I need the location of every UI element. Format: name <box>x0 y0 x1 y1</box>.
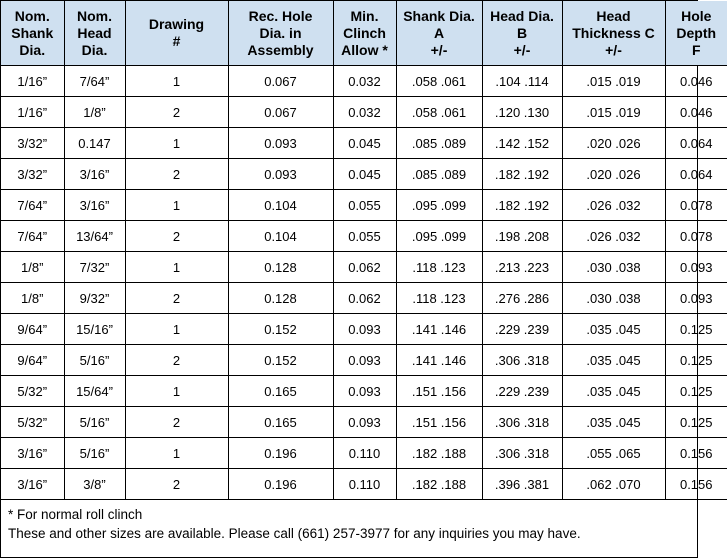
table-cell: 3/32” <box>1 128 64 159</box>
table-cell: .058 .061 <box>396 66 482 97</box>
column-header <box>482 1 562 66</box>
table-cell: 0.055 <box>333 221 396 252</box>
table-cell: 9/32” <box>64 283 125 314</box>
table-cell: 0.152 <box>228 345 333 376</box>
table-cell: 1 <box>125 66 228 97</box>
table-cell: 9/64” <box>1 345 64 376</box>
column-header-line: Dia. <box>81 41 108 58</box>
table-row <box>1 190 727 221</box>
table-cell: 0.062 <box>333 252 396 283</box>
column-header <box>665 1 727 66</box>
table-cell: .306 .318 <box>482 407 562 438</box>
table-cell: 0.147 <box>64 128 125 159</box>
table-cell: .182 .188 <box>396 438 482 469</box>
column-header-line: # <box>172 33 181 49</box>
table-row <box>1 252 727 283</box>
table-cell: .015 .019 <box>562 66 665 97</box>
table-cell: 1/16” <box>1 66 64 97</box>
table-cell: .055 .065 <box>562 438 665 469</box>
table-cell: 1/8” <box>1 283 64 314</box>
table-cell: 2 <box>125 97 228 128</box>
table-cell: 0.093 <box>228 159 333 190</box>
column-header-line: Nom. <box>77 7 112 24</box>
table-cell: .058 .061 <box>396 97 482 128</box>
table-cell: 0.032 <box>333 66 396 97</box>
column-header-line: Min. <box>350 7 379 24</box>
table-row <box>1 376 727 407</box>
table-cell: 0.165 <box>228 376 333 407</box>
table-cell: .213 .223 <box>482 252 562 283</box>
column-header <box>562 1 665 66</box>
table-cell: 15/16” <box>64 314 125 345</box>
contact-note: These and other sizes are available. Please call (661) 257-3977 for any inquiries you may have. <box>8 526 581 541</box>
table-cell: .035 .045 <box>562 407 665 438</box>
table-cell: 15/64” <box>64 376 125 407</box>
table-cell: 0.067 <box>228 97 333 128</box>
column-header <box>228 1 333 66</box>
footnote: * For normal roll clinch <box>8 507 143 522</box>
column-header <box>333 1 396 66</box>
table-cell: 0.064 <box>665 128 727 159</box>
table-cell: 1 <box>125 252 228 283</box>
table-cell: 0.128 <box>228 252 333 283</box>
table-cell: 5/16” <box>64 438 125 469</box>
table-cell: .141 .146 <box>396 314 482 345</box>
spec-table <box>1 1 727 500</box>
table-cell: .015 .019 <box>562 97 665 128</box>
table-cell: 1 <box>125 438 228 469</box>
table-cell: 0.045 <box>333 128 396 159</box>
column-header-line: +/- <box>513 41 531 58</box>
table-cell: 13/64” <box>64 221 125 252</box>
column-header-line: Head <box>596 7 631 24</box>
column-header-line: Nom. <box>14 7 50 24</box>
table-cell: .104 .114 <box>482 66 562 97</box>
column-header-line: +/- <box>605 41 622 58</box>
table-cell: .030 .038 <box>562 283 665 314</box>
table-cell: 0.196 <box>228 469 333 500</box>
table-cell: 0.104 <box>228 221 333 252</box>
table-cell: .095 .099 <box>396 221 482 252</box>
table-cell: 2 <box>125 345 228 376</box>
table-cell: .026 .032 <box>562 190 665 221</box>
column-header-line: Depth <box>676 24 717 41</box>
table-cell: 0.093 <box>665 252 727 283</box>
table-cell: 0.093 <box>665 283 727 314</box>
table-cell: 0.156 <box>665 469 727 500</box>
column-header-line: B <box>516 24 528 41</box>
table-cell: 2 <box>125 407 228 438</box>
table-cell: 0.093 <box>333 345 396 376</box>
column-header <box>1 1 64 66</box>
table-cell: .151 .156 <box>396 376 482 407</box>
table-cell: 0.125 <box>665 314 727 345</box>
table-cell: 3/16” <box>1 469 64 500</box>
table-cell: 0.152 <box>228 314 333 345</box>
table-cell: 1/8” <box>64 97 125 128</box>
table-cell: 0.046 <box>665 66 727 97</box>
table-cell: .062 .070 <box>562 469 665 500</box>
table-header <box>1 1 727 66</box>
table-row <box>1 438 727 469</box>
table-cell: 1 <box>125 128 228 159</box>
table-cell: 1 <box>125 314 228 345</box>
table-row <box>1 66 727 97</box>
table-cell: 5/16” <box>64 345 125 376</box>
table-cell: 1/8” <box>1 252 64 283</box>
column-header-line: Shank Dia. <box>403 7 475 24</box>
table-row <box>1 314 727 345</box>
table-cell: .306 .318 <box>482 438 562 469</box>
column-header-line: F <box>691 41 701 58</box>
table-row <box>1 345 727 376</box>
table-body <box>1 66 727 500</box>
table-cell: 5/16” <box>64 407 125 438</box>
table-cell: 1/16” <box>1 97 64 128</box>
table-cell: 0.156 <box>665 438 727 469</box>
column-header-line: Drawing <box>148 16 205 32</box>
table-cell: 3/16” <box>64 159 125 190</box>
column-header-line: Allow * <box>341 41 388 58</box>
table-cell: .085 .089 <box>396 128 482 159</box>
table-cell: 0.093 <box>333 376 396 407</box>
table-cell: 5/32” <box>1 407 64 438</box>
header-row <box>1 1 727 66</box>
table-cell: .151 .156 <box>396 407 482 438</box>
table-cell: .035 .045 <box>562 314 665 345</box>
table-cell: .035 .045 <box>562 345 665 376</box>
column-header-line: A <box>433 24 445 41</box>
column-header-line: Head Dia. <box>490 7 554 24</box>
table-row <box>1 283 727 314</box>
table-cell: 0.110 <box>333 438 396 469</box>
table-cell: 2 <box>125 469 228 500</box>
table-cell: 0.032 <box>333 97 396 128</box>
table-cell: .276 .286 <box>482 283 562 314</box>
table-cell: 0.093 <box>333 407 396 438</box>
table-cell: .142 .152 <box>482 128 562 159</box>
table-row <box>1 159 727 190</box>
table-cell: 7/64” <box>1 190 64 221</box>
table-cell: 0.125 <box>665 407 727 438</box>
table-cell: .182 .192 <box>482 190 562 221</box>
table-cell: .120 .130 <box>482 97 562 128</box>
table-cell: 0.093 <box>228 128 333 159</box>
table-cell: 0.078 <box>665 221 727 252</box>
table-cell: .085 .089 <box>396 159 482 190</box>
table-cell: 0.046 <box>665 97 727 128</box>
table-cell: 3/16” <box>1 438 64 469</box>
table-row <box>1 407 727 438</box>
table-cell: .026 .032 <box>562 221 665 252</box>
column-header <box>396 1 482 66</box>
table-row <box>1 128 727 159</box>
table-cell: .198 .208 <box>482 221 562 252</box>
column-header <box>64 1 125 66</box>
table-cell: .229 .239 <box>482 314 562 345</box>
table-cell: .030 .038 <box>562 252 665 283</box>
column-header-line: Head <box>77 24 112 41</box>
table-cell: 2 <box>125 159 228 190</box>
table-cell: .118 .123 <box>396 283 482 314</box>
column-header-line: +/- <box>430 41 448 58</box>
table-cell: 7/32” <box>64 252 125 283</box>
table-cell: 3/8” <box>64 469 125 500</box>
table-row <box>1 221 727 252</box>
table-cell: 0.062 <box>333 283 396 314</box>
table-cell: 3/16” <box>64 190 125 221</box>
table-cell: 1 <box>125 190 228 221</box>
table-cell: 1 <box>125 376 228 407</box>
table-cell: 7/64” <box>64 66 125 97</box>
notes <box>1 500 697 543</box>
column-header-line: Dia. <box>19 41 46 58</box>
table-cell: 0.064 <box>665 159 727 190</box>
table-cell: .095 .099 <box>396 190 482 221</box>
table-cell: 0.165 <box>228 407 333 438</box>
table-cell: .141 .146 <box>396 345 482 376</box>
table-cell: 9/64” <box>1 314 64 345</box>
table-cell: 2 <box>125 283 228 314</box>
column-header-line: Assembly <box>247 41 314 58</box>
table-cell: .118 .123 <box>396 252 482 283</box>
table-cell: 0.078 <box>665 190 727 221</box>
column-header-line: Shank <box>11 24 54 41</box>
table-cell: 0.104 <box>228 190 333 221</box>
table-cell: .020 .026 <box>562 159 665 190</box>
column-header-line: Dia. in <box>259 24 302 41</box>
table-cell: 0.128 <box>228 283 333 314</box>
table-cell: 0.067 <box>228 66 333 97</box>
table-row <box>1 469 727 500</box>
table-cell: .306 .318 <box>482 345 562 376</box>
column-header-line: Hole <box>681 7 712 24</box>
table-cell: .182 .192 <box>482 159 562 190</box>
table-cell: 2 <box>125 221 228 252</box>
table-cell: .229 .239 <box>482 376 562 407</box>
table-cell: 0.125 <box>665 376 727 407</box>
column-header-line: Clinch <box>343 24 386 41</box>
column-header-line: Thickness C <box>572 24 655 41</box>
table-row <box>1 97 727 128</box>
table-cell: .396 .381 <box>482 469 562 500</box>
table-cell: .035 .045 <box>562 376 665 407</box>
table-cell: 0.055 <box>333 190 396 221</box>
column-header-line: Rec. Hole <box>248 7 313 24</box>
table-cell: 0.196 <box>228 438 333 469</box>
table-cell: 0.093 <box>333 314 396 345</box>
table-cell: 3/32” <box>1 159 64 190</box>
table-cell: .182 .188 <box>396 469 482 500</box>
table-cell: .020 .026 <box>562 128 665 159</box>
table-cell: 0.125 <box>665 345 727 376</box>
column-header <box>125 1 228 66</box>
table-cell: 0.110 <box>333 469 396 500</box>
table-cell: 7/64” <box>1 221 64 252</box>
table-cell: 5/32” <box>1 376 64 407</box>
table-cell: 0.045 <box>333 159 396 190</box>
